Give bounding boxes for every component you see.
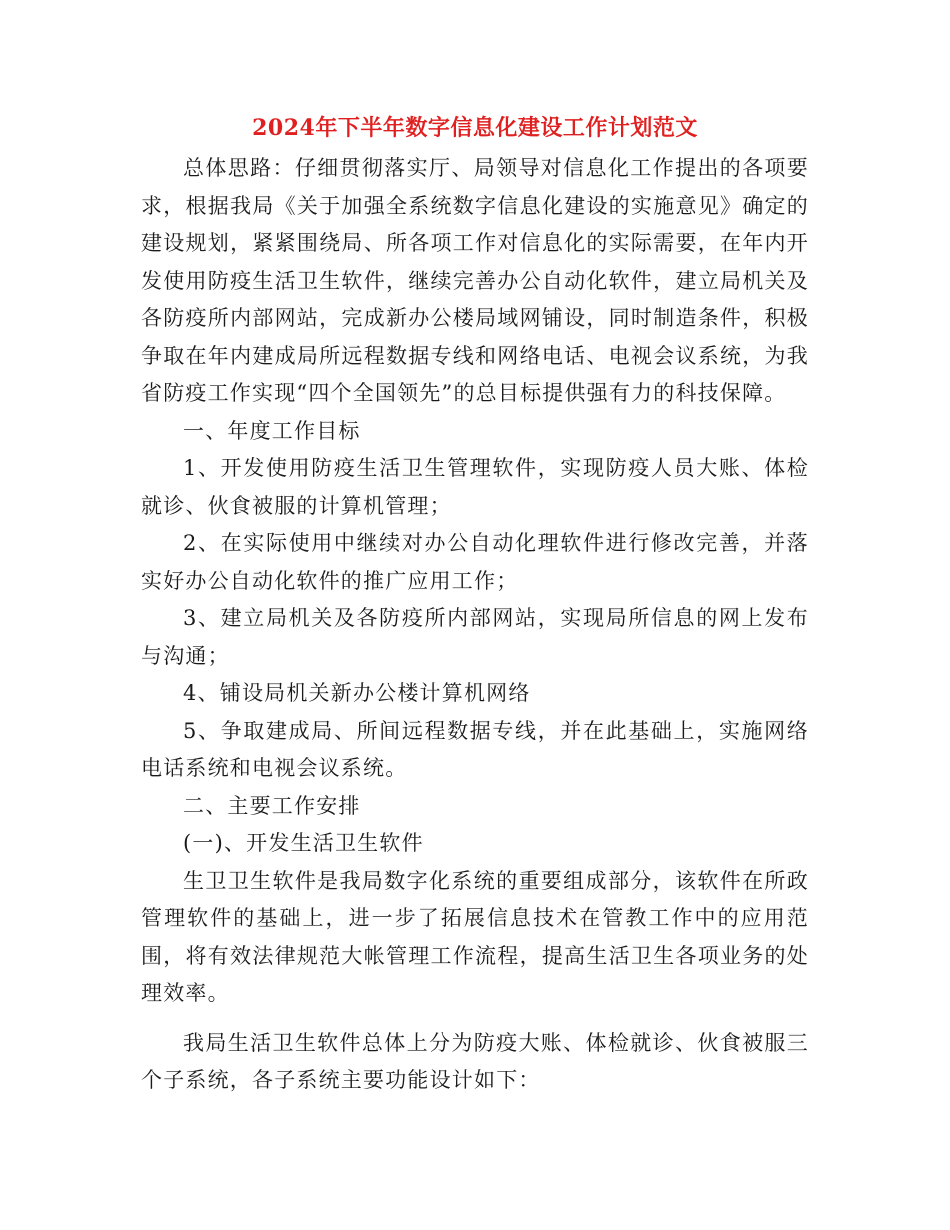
goal-item-5: 5、争取建成局、所间远程数据专线，并在此基础上，实施网络电话系统和电视会议系统。: [141, 718, 809, 780]
section-heading-goals: 一、年度工作目标: [183, 418, 361, 443]
subsection-heading-software: (一)、开发生活卫生软件: [183, 831, 424, 855]
section-heading-arrangements: 二、主要工作安排: [183, 793, 361, 818]
document-title: 2024年下半年数字信息化建设工作计划范文: [252, 115, 698, 141]
goal-item-2: 2、在实际使用中继续对办公自动化理软件进行修改完善，并落实好办公自动化软件的推广应用工作；: [141, 531, 809, 593]
goal-item-1: 1、开发使用防疫生活卫生管理软件，实现防疫人员大账、体检就诊、伙食被服的计算机管理；: [141, 456, 809, 518]
body-paragraph-1: 生卫卫生软件是我局数字化系统的重要组成部分，该软件在所政管理软件的基础上，进一步了拓展信息技术在管教工作中的应用范围，将有效法律规范大帐管理工作流程，提高生活卫生各项业务的处理效率。: [141, 868, 809, 1005]
body-paragraph-2: 我局生活卫生软件总体上分为防疫大账、体检就诊、伙食被服三个子系统，各子系统主要功能设计如下：: [141, 1030, 809, 1092]
goal-item-4: 4、铺设局机关新办公楼计算机网络: [183, 681, 531, 705]
intro-paragraph: 总体思路：仔细贯彻落实厅、局领导对信息化工作提出的各项要求，根据我局《关于加强全系统数字信息化建设的实施意见》确定的建设规划，紧紧围绕局、所各项工作对信息化的实际需要，在年内开发使用防疫生活卫生软件，继续完善办公自动化软件，建立局机关及各防疫所内部网站，完成新办公楼局域网铺设，同时制造条件，积极争取在年内建成局所远程数据专线和网络电话、电视会议系统，为我省防疫工作实现“四个全国领先”的总目标提供强有力的科技保障。: [141, 156, 809, 405]
goal-item-3: 3、建立局机关及各防疫所内部网站，实现局所信息的网上发布与沟通；: [141, 606, 809, 668]
document-page: [141, 110, 809, 1100]
